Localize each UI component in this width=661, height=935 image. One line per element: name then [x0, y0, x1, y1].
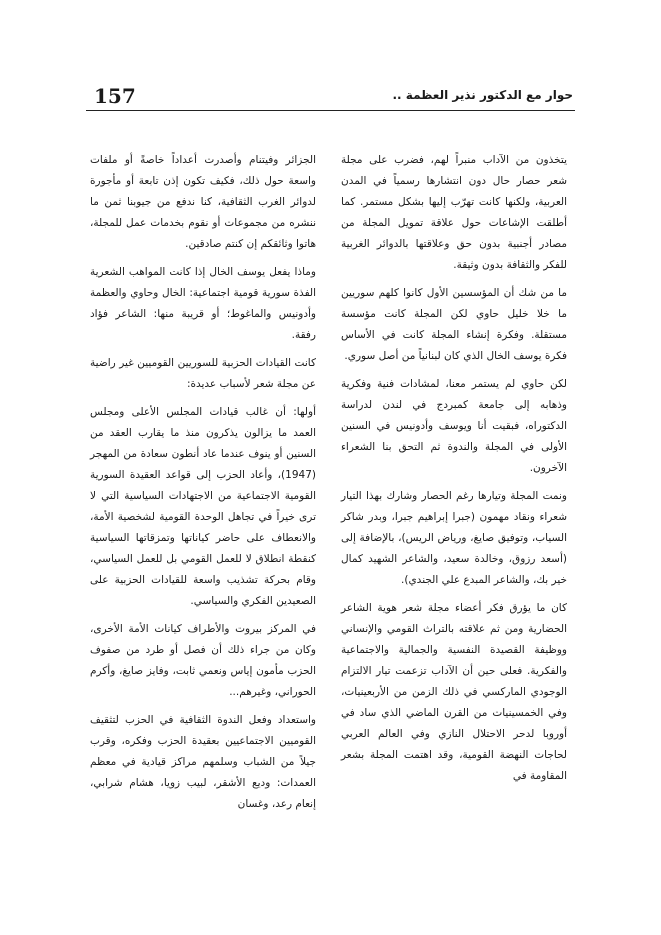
header-rule [86, 110, 575, 111]
paragraph: لكن حاوي لم يستمر معنا، لمشادات فنية وفكرية وذهابه إلى جامعة كمبردج في لندن لدراسة الدكتوراه، فبقيت أنا ويوسف وأدونيس في السنين الأولى في المجلة والندوة ثم التحق بنا الشعراء الآخرون. [341, 378, 567, 474]
left-column [90, 150, 316, 822]
paragraph: ونمت المجلة وتيارها رغم الحصار وشارك بهذا التيار شعراء ونقاد مهمون (جبرا إبراهيم جبرا، وبدر شاكر السياب، وتوفيق صايغ، ورياض الريس)، بالإضافة إلى (أسعد رزوق، وخالدة سعيد، والشاعر الشهيد كمال خير بك، والشاعر المبدع علي الجندي). [341, 490, 567, 586]
paragraph: الجزائر وفيتنام وأصدرت أعداداً خاصةً أو ملفات واسعة حول ذلك، فكيف تكون إذن تابعة أو مأجورة لدوائر الغرب الثقافية، كنا ندفع من جيوبنا ثمن ما ننشره من مجموعات أو نقوم بخدمات عمل للمجلة، هاتوا وثائقكم إن كنتم صادقين. [90, 154, 316, 250]
paragraph: أولها: أن غالب قيادات المجلس الأعلى ومجلس العمد ما يزالون يذكرون منذ ما يقارب العقد من السنين أو ينوف عندما عاد أنطون سعادة من المهجر (1947)، وأعاد الحزب إلى قواعد العقيدة السورية القومية الاجتماعية من الاجتهادات السياسية التي لا ترى خيراً في تجاهل الوحدة القومية لشخصية الأمة، والانعطاف على حاضر كياناتها وتمزقاتها السياسية كنقطة انطلاق لا للعمل القومي بل للعمل السياسي، وقام بحركة تشذيب واسعة للقيادات الحزبية على الصعيدين الفكري والسياسي. [90, 406, 316, 607]
running-title: حوار مع الدكتور نذير العظمة .. [392, 88, 573, 102]
paragraph: في المركز بيروت والأطراف كيانات الأمة الأخرى، وكان من جراء ذلك أن فصل أو طرد من صفوف الحزب مأمون إياس ونعمي ثابت، وفايز صايغ، وأكرم الحوراني، وغيرهم... [90, 623, 316, 698]
paragraph: واستعداد وفعل الندوة الثقافية في الحزب لتثقيف القوميين الاجتماعيين بعقيدة الحزب وفكره، وقرب جيلاً من الشباب وسلمهم مراكز قيادية في معظم العمدات: وديع الأشقر، لبيب زويا، هشام شرابي، إنعام رعد، وغسان [90, 714, 316, 810]
paragraph: وماذا يفعل يوسف الخال إذا كانت المواهب الشعرية الفذة سورية قومية اجتماعية: الخال وحاوي والعظمة وأدونيس والماغوط؛ أو قريبة منها: الشاعر فؤاد رفقة. [90, 266, 316, 341]
paragraph: ما من شك أن المؤسسين الأول كانوا كلهم سوريين ما خلا خليل حاوي لكن المجلة كانت مؤسسة مستقلة. وفكرة إنشاء المجلة كانت في الأساس فكرة يوسف الخال الذي كان لبنانياً من أصل سوري. [341, 287, 567, 362]
paragraph: يتخذون من الآداب منبراً لهم، فضرب على مجلة شعر حصار حال دون انتشارها رسمياً في المدن العربية، ولكنها كانت تهرّب إليها بشكل مستمر. كما أطلقت الإشاعات حول علاقة تمويل المجلة من مصادر أجنبية بدون حق وعلاقتها بالدوائر الغربية للفكر والثقافة بدون وثيقة. [341, 154, 567, 271]
right-column [341, 150, 567, 794]
paragraph: كانت القيادات الحزبية للسوريين القوميين غير راضية عن مجلة شعر لأسباب عديدة: [90, 357, 316, 390]
paragraph: كان ما يؤرق فكر أعضاء مجلة شعر هوية الشاعر الحضارية ومن ثم علاقته بالتراث القومي والإنساني ووظيفة القصيدة النفسية والجمالية والاجتماعية والفكرية. فعلى حين أن الآداب تزعمت تيار الالتزام الوجودي الماركسي في ذلك الزمن من الأربعينيات، وفي الخمسينيات من القرن الماضي الذي ساد في أوروبا لدحر الاحتلال النازي وفي العالم العربي لحاجات النهضة القومية، وقد اهتمت المجلة بشعر المقاومة في [341, 602, 567, 782]
page-number: 157 [94, 84, 136, 108]
